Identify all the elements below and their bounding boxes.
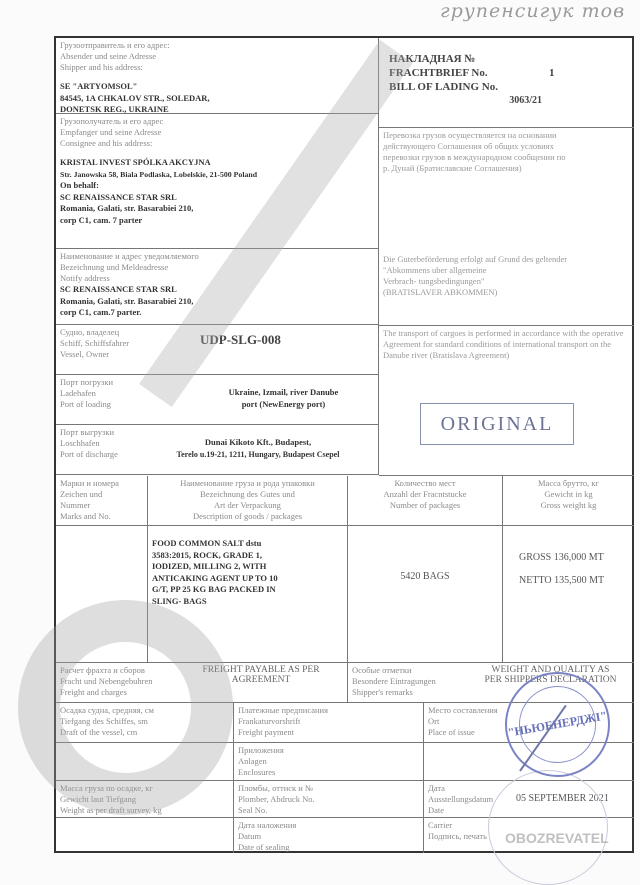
header-marks-de2: Nummer (60, 500, 91, 510)
remarks-line-1: WEIGHT AND QUALITY AS (491, 665, 610, 675)
header-packages-ru: Количество мест (394, 478, 456, 488)
net-weight: NETTO 135,500 MT (519, 575, 605, 586)
freight-label-ru: Расчет фрахта и сборов (60, 665, 145, 675)
weight-draft-label-en: Weight as per draft survey, kg (60, 805, 162, 815)
handwritten-note: групенсигук тов (440, 0, 626, 22)
header-weight-ru: Масса брутто, кг (537, 478, 600, 488)
vessel-value: UDP-SLG-008 (200, 332, 281, 347)
header-packages-en: Number of packages (389, 500, 461, 510)
notify-name: SC RENAISSANCE STAR SRL (60, 284, 177, 294)
freight-payment-label-ru: Платежные предписания (238, 705, 328, 715)
issue-date-label-de: Ausstellungsdatum (428, 794, 494, 804)
desc-line-4: ANTICAKING AGENT UP TO 10 (152, 572, 278, 583)
freight-payment-label-en: Freight payment (238, 727, 294, 737)
place-issue-label-ru: Место составления (428, 705, 498, 715)
bill-number-section (379, 38, 634, 128)
port-discharge-label-de: Loschhafen (60, 438, 100, 448)
agreement-en-text: The transport of cargoes is performed in accordance with the operative Agreement for standard conditions of international transport on the Danube river (Bratislava Agreement) (383, 328, 624, 360)
header-marks-ru: Марки и номера (60, 478, 119, 488)
notify-label-ru: Наименование и адрес уведомляемого (60, 251, 199, 261)
desc-line-1: FOOD COMMON SALT dstu (152, 538, 262, 548)
date-sealing-label-ru: Дата наложения (238, 820, 297, 830)
enclosures-section (234, 743, 424, 781)
agreement-de-3: Verbrach- tungsbedingungen" (383, 276, 485, 286)
port-discharge-label-ru: Порт выгрузки (60, 427, 115, 437)
consignee-address: Str. Janowska 58, Biala Podlaska, Lobelskie, 21-500 Poland (60, 169, 258, 179)
freight-line-2: AGREEMENT (231, 675, 291, 685)
shipper-name: SE "ARTYOMSOL" (60, 81, 138, 91)
weight-draft-label-de: Gewicht laut Tiefgang (60, 794, 137, 804)
consignee-label-en: Consignee and his address: (60, 138, 153, 148)
agreement-de (379, 252, 634, 326)
bill-title-de (389, 66, 630, 80)
seal-label-ru: Пломбы, оттиск и № (238, 783, 314, 793)
agreement-de-4: (BRATISLAVER ABKOMMEN) (383, 287, 498, 297)
port-discharge-line-2: Terelo u.19-21, 1211, Hungary, Budapest Csepel (176, 449, 340, 459)
shipper-label-de: Absender und seine Adresse (60, 51, 157, 61)
watermark-circle-logo (18, 600, 233, 815)
shipper-label-en: Shipper and his address: (60, 62, 143, 72)
place-issue-label-de: Ort (428, 716, 440, 726)
port-discharge-section (56, 425, 379, 475)
watermark-text: OBOZREVATEL (505, 830, 609, 846)
agreement-de-2: "Abkommens uber allgemeine (383, 265, 487, 275)
date-sealing-label-de: Datum (238, 831, 262, 841)
notify-address-1: Romania, Galati, str. Basarabiei 210, (60, 295, 194, 306)
header-packages (348, 476, 503, 526)
header-desc-de2: Art der Verpackung (214, 500, 281, 510)
draft-label-de: Tiefgang des Schiffes, sm (60, 716, 148, 726)
port-discharge-line-1: Dunai Kikoto Kft., Budapest, (204, 437, 312, 447)
vessel-label-de: Schiff, Schiffsfahrer (60, 338, 130, 348)
draft-label-en: Draft of the vessel, cm (60, 727, 138, 737)
remarks-line-2: PER SHIPPERS DECLARATION (484, 675, 617, 685)
shipper-section (56, 38, 379, 114)
desc-line-5: G/T, PP 25 KG BAG PACKED IN (152, 584, 276, 594)
notify-label-en: Notify address (60, 273, 110, 283)
freight-payment-section (234, 703, 424, 743)
enclosures-label-en: Enclosures (238, 767, 276, 777)
notify-label-de: Bezeichnung und Meldeadresse (60, 262, 169, 272)
faded-round-stamp (488, 770, 608, 885)
on-behalf-address-2: corp C1, cam. 7 parter (60, 214, 143, 225)
consignee-label-de: Empfanger und seine Adresse (60, 127, 162, 137)
row-weight (503, 526, 634, 663)
bill-title-ru: НАКЛАДНАЯ № (389, 53, 476, 65)
port-loading-label-en: Port of loading (60, 399, 111, 409)
carrier-label-en: Carrier (428, 820, 453, 830)
freight-label-de: Fracht und Nebengebuhren (60, 676, 153, 686)
agreement-de-1: Die Guterbeförderung erfolgt auf Grund des geltender (383, 254, 568, 264)
header-weight-en: Gross weight kg (540, 500, 597, 510)
date-sealing-label-en: Date of sealing (238, 842, 290, 852)
round-stamp-text: "НЬЮЕНЕРДЖІ" (506, 708, 609, 740)
bill-title-de-text: FRACHTBRIEF No. (389, 67, 488, 79)
header-description (148, 476, 348, 526)
port-loading-line-1: Ukraine, Izmail, river Danube (228, 387, 339, 397)
consignee-name: KRISTAL INVEST SPÓLKA AKCYJNA (60, 157, 211, 167)
header-desc-ru: Наименование груза и рода упаковки (180, 478, 315, 488)
issue-date-label-en: Date (428, 805, 445, 815)
packages-value: 5420 BAGS (400, 571, 450, 582)
desc-line-3: IODIZED, MILLING 2, WITH (152, 561, 267, 571)
freight-line-1: FREIGHT PAYABLE AS PER (202, 665, 320, 675)
port-loading-line-2: port (NewEnergy port) (241, 398, 326, 409)
header-desc-en: Description of goods / packages (192, 511, 303, 521)
place-issue-label-en: Place of issue (428, 727, 475, 737)
seal-label-de: Plomber, Abdruck No. (238, 794, 315, 804)
agreement-ru-text: Перевозка грузов осуществляется на основании действующего Соглашения об общих условиях перевозки грузов в международном сообщении по р. Дунай (Братиславские Соглашения) (383, 130, 566, 173)
header-weight (503, 476, 634, 526)
weight-draft-label-ru: Масса груза по осадке, кг (60, 783, 153, 793)
enclosures-label-de: Anlagen (238, 756, 267, 766)
empty-cell-3 (56, 818, 234, 853)
issue-date-value: 05 SEPTEMBER 2021 (516, 793, 609, 804)
copy-number: 1 (549, 67, 555, 79)
desc-line-2: 3583:2015, ROCK, GRADE 1, (152, 549, 263, 560)
shipper-label-ru: Грузоотправитель и его адрес: (60, 40, 170, 50)
header-packages-de: Anzahl der Fracntstucke (383, 489, 467, 499)
shipper-address-2: DONETSK REG., UKRAINE (60, 104, 169, 114)
freight-payment-label-de: Frankaturvorshrift (238, 716, 301, 726)
port-discharge-label-en: Port of discharge (60, 449, 118, 459)
vessel-label-ru: Судно, владелец (60, 327, 120, 337)
header-marks (56, 476, 148, 526)
notify-address-2: corp C1, cam.7 parter. (60, 307, 142, 317)
on-behalf-address-1: Romania, Galati, str. Basarabiei 210, (60, 203, 194, 213)
date-sealing-section (234, 818, 424, 853)
desc-line-6: SLING- BAGS (152, 595, 207, 606)
header-marks-de1: Zeichen und (60, 489, 103, 499)
bill-title-en: BILL OF LADING No. (389, 81, 499, 93)
row-packages (348, 526, 503, 663)
issue-date-label-ru: Дата (428, 783, 445, 793)
port-loading-label-ru: Порт погрузки (60, 377, 114, 387)
port-loading-section (56, 375, 379, 425)
original-stamp: ORIGINAL (420, 403, 574, 445)
remarks-label-en: Shipper's remarks (352, 687, 413, 697)
port-loading-label-de: Ladehafen (60, 388, 96, 398)
header-desc-de1: Bezeichnung des Gutes und (200, 489, 295, 499)
draft-label-ru: Осадка судна, средняя, см (60, 705, 155, 715)
remarks-label-ru: Особые отметки (352, 665, 412, 675)
consignee-label-ru: Грузополучатель и его адрес (60, 116, 164, 126)
vessel-label-en: Vessel, Owner (60, 349, 110, 359)
gross-weight: GROSS 136,000 MT (519, 552, 604, 563)
on-behalf-name: SC RENAISSANCE STAR SRL (60, 191, 177, 202)
remarks-label-de: Besondere Eintragungen (352, 676, 436, 686)
enclosures-label-ru: Приложения (238, 745, 284, 755)
seal-section (234, 781, 424, 818)
seal-label-en: Seal No. (238, 805, 268, 815)
shipper-address-1: 84545, 1A CHKALOV STR., SOLEDAR, (60, 92, 210, 103)
on-behalf-label: On behalf: (60, 180, 99, 190)
header-marks-en: Marks and No. (60, 511, 111, 521)
header-weight-de: Gewicht in kg (544, 489, 593, 499)
bill-number: 3063/21 (509, 95, 542, 106)
agreement-ru (379, 128, 634, 252)
carrier-label-ru: Подпись, печать (428, 831, 487, 841)
freight-label-en: Freight and charges (60, 687, 127, 697)
agreement-en (379, 326, 634, 476)
